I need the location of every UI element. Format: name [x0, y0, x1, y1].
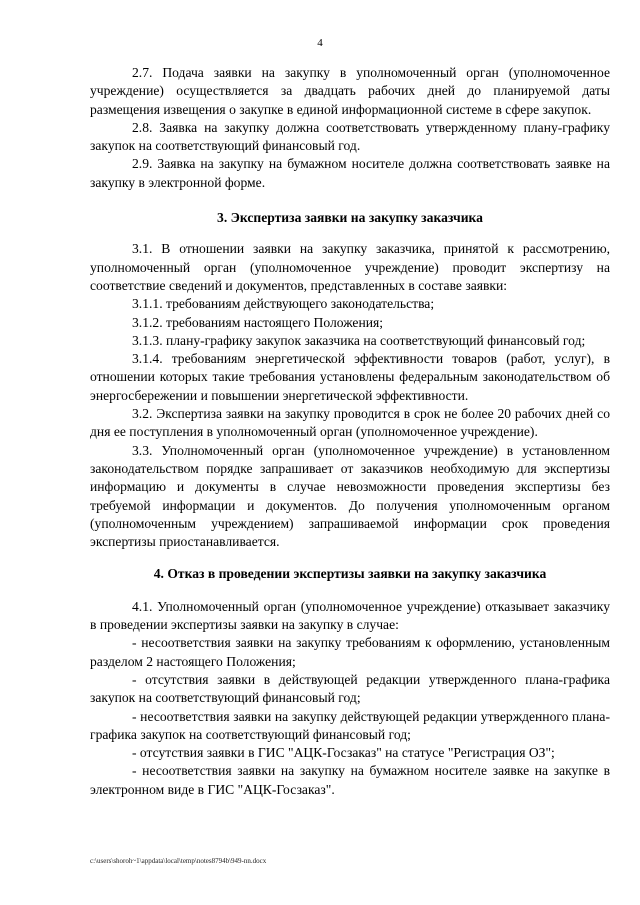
paragraph-3-1-2: 3.1.2. требованиям настоящего Положения; — [132, 314, 384, 330]
paragraph-3-2: 3.2. Экспертиза заявки на закупку проводится в срок не более 20 рабочих дней со дня ее поступления в уполномоченный орган (уполномоченное учреждение). — [90, 406, 610, 440]
paragraph-2-8: 2.8. Заявка на закупку должна соответствовать утвержденному плану-графику закупок на соответствующий финансовый год. — [90, 119, 610, 154]
list-item-gis-status: - отсутствия заявки в ГИС "АЦК-Госзаказ" на статусе "Регистрация ОЗ"; — [132, 745, 555, 761]
paragraph-2-9: 2.9. Заявка на закупку на бумажном носителе должна соответствовать заявке на закупку в электронной форме. — [90, 156, 610, 190]
section-4-heading: 4. Отказ в проведении экспертизы заявки на закупку заказчика — [153, 566, 547, 582]
paragraph-2-7: 2.7. Подача заявки на закупку в уполномоченный орган (уполномоченное учреждение) осуществляется за двадцать рабочих дней до планируемой даты размещения извещения о закупке в единой информационной системе в сфере закупок. — [90, 65, 610, 117]
list-item-plan-mismatch: - несоответствия заявки на закупку действующей редакции утвержденного плана-графика закупок на соответствующий финансовый год; — [90, 708, 610, 742]
file-path-footer: c:\users\shoroh~1\appdata\local\temp\notes8794b\949-nn.docx — [90, 857, 267, 865]
paragraph-3-1-3: 3.1.3. плану-графику закупок заказчика на соответствующий финансовый год; — [132, 332, 586, 348]
list-item-plan-absence: - отсутствия заявки в действующей редакции утвержденного плана-графика закупок на соответствующий финансовый год; — [90, 671, 610, 706]
list-item-paper-mismatch: - несоответствия заявки на закупку на бумажном носителе заявке на закупке в электронном виде в ГИС "АЦК-Госзаказ". — [90, 763, 610, 797]
document-body — [90, 64, 610, 799]
list-item-formatting: - несоответствия заявки на закупку требованиям к оформлению, установленным разделом 2 настоящего Положения; — [90, 635, 610, 669]
paragraph-3-3: 3.3. Уполномоченный орган (уполномоченное учреждение) в установленном законодательством порядке запрашивает от заказчиков необходимую для экспертизы информацию и документы в случае невозможности проведения экспертизы без требуемой информации и документов. До получения уполномоченным органом (уполномоченным учреждением) запрашиваемой информации срок проведения экспертизы приостанавливается. — [90, 442, 610, 550]
page-number: 4 — [317, 37, 323, 49]
paragraph-3-1-1: 3.1.1. требованиям действующего законодательства; — [132, 296, 435, 312]
paragraph-3-1-4: 3.1.4. требованиям энергетической эффективности товаров (работ, услуг), в отношении которых такие требования установлены федеральным законодательством об энергосбережении и повышении энергетической эффективности. — [90, 351, 610, 403]
section-3-heading: 3. Экспертиза заявки на закупку заказчика — [217, 210, 483, 226]
paragraph-3-1: 3.1. В отношении заявки на закупку заказчика, принятой к рассмотрению, уполномоченный орган (уполномоченное учреждение) проводит экспертизу на соответствие сведений и документов, представленных в составе заявки: — [90, 241, 610, 293]
paragraph-4-1: 4.1. Уполномоченный орган (уполномоченное учреждение) отказывает заказчику в проведении экспертизы заявки на закупку в случае: — [90, 598, 610, 633]
